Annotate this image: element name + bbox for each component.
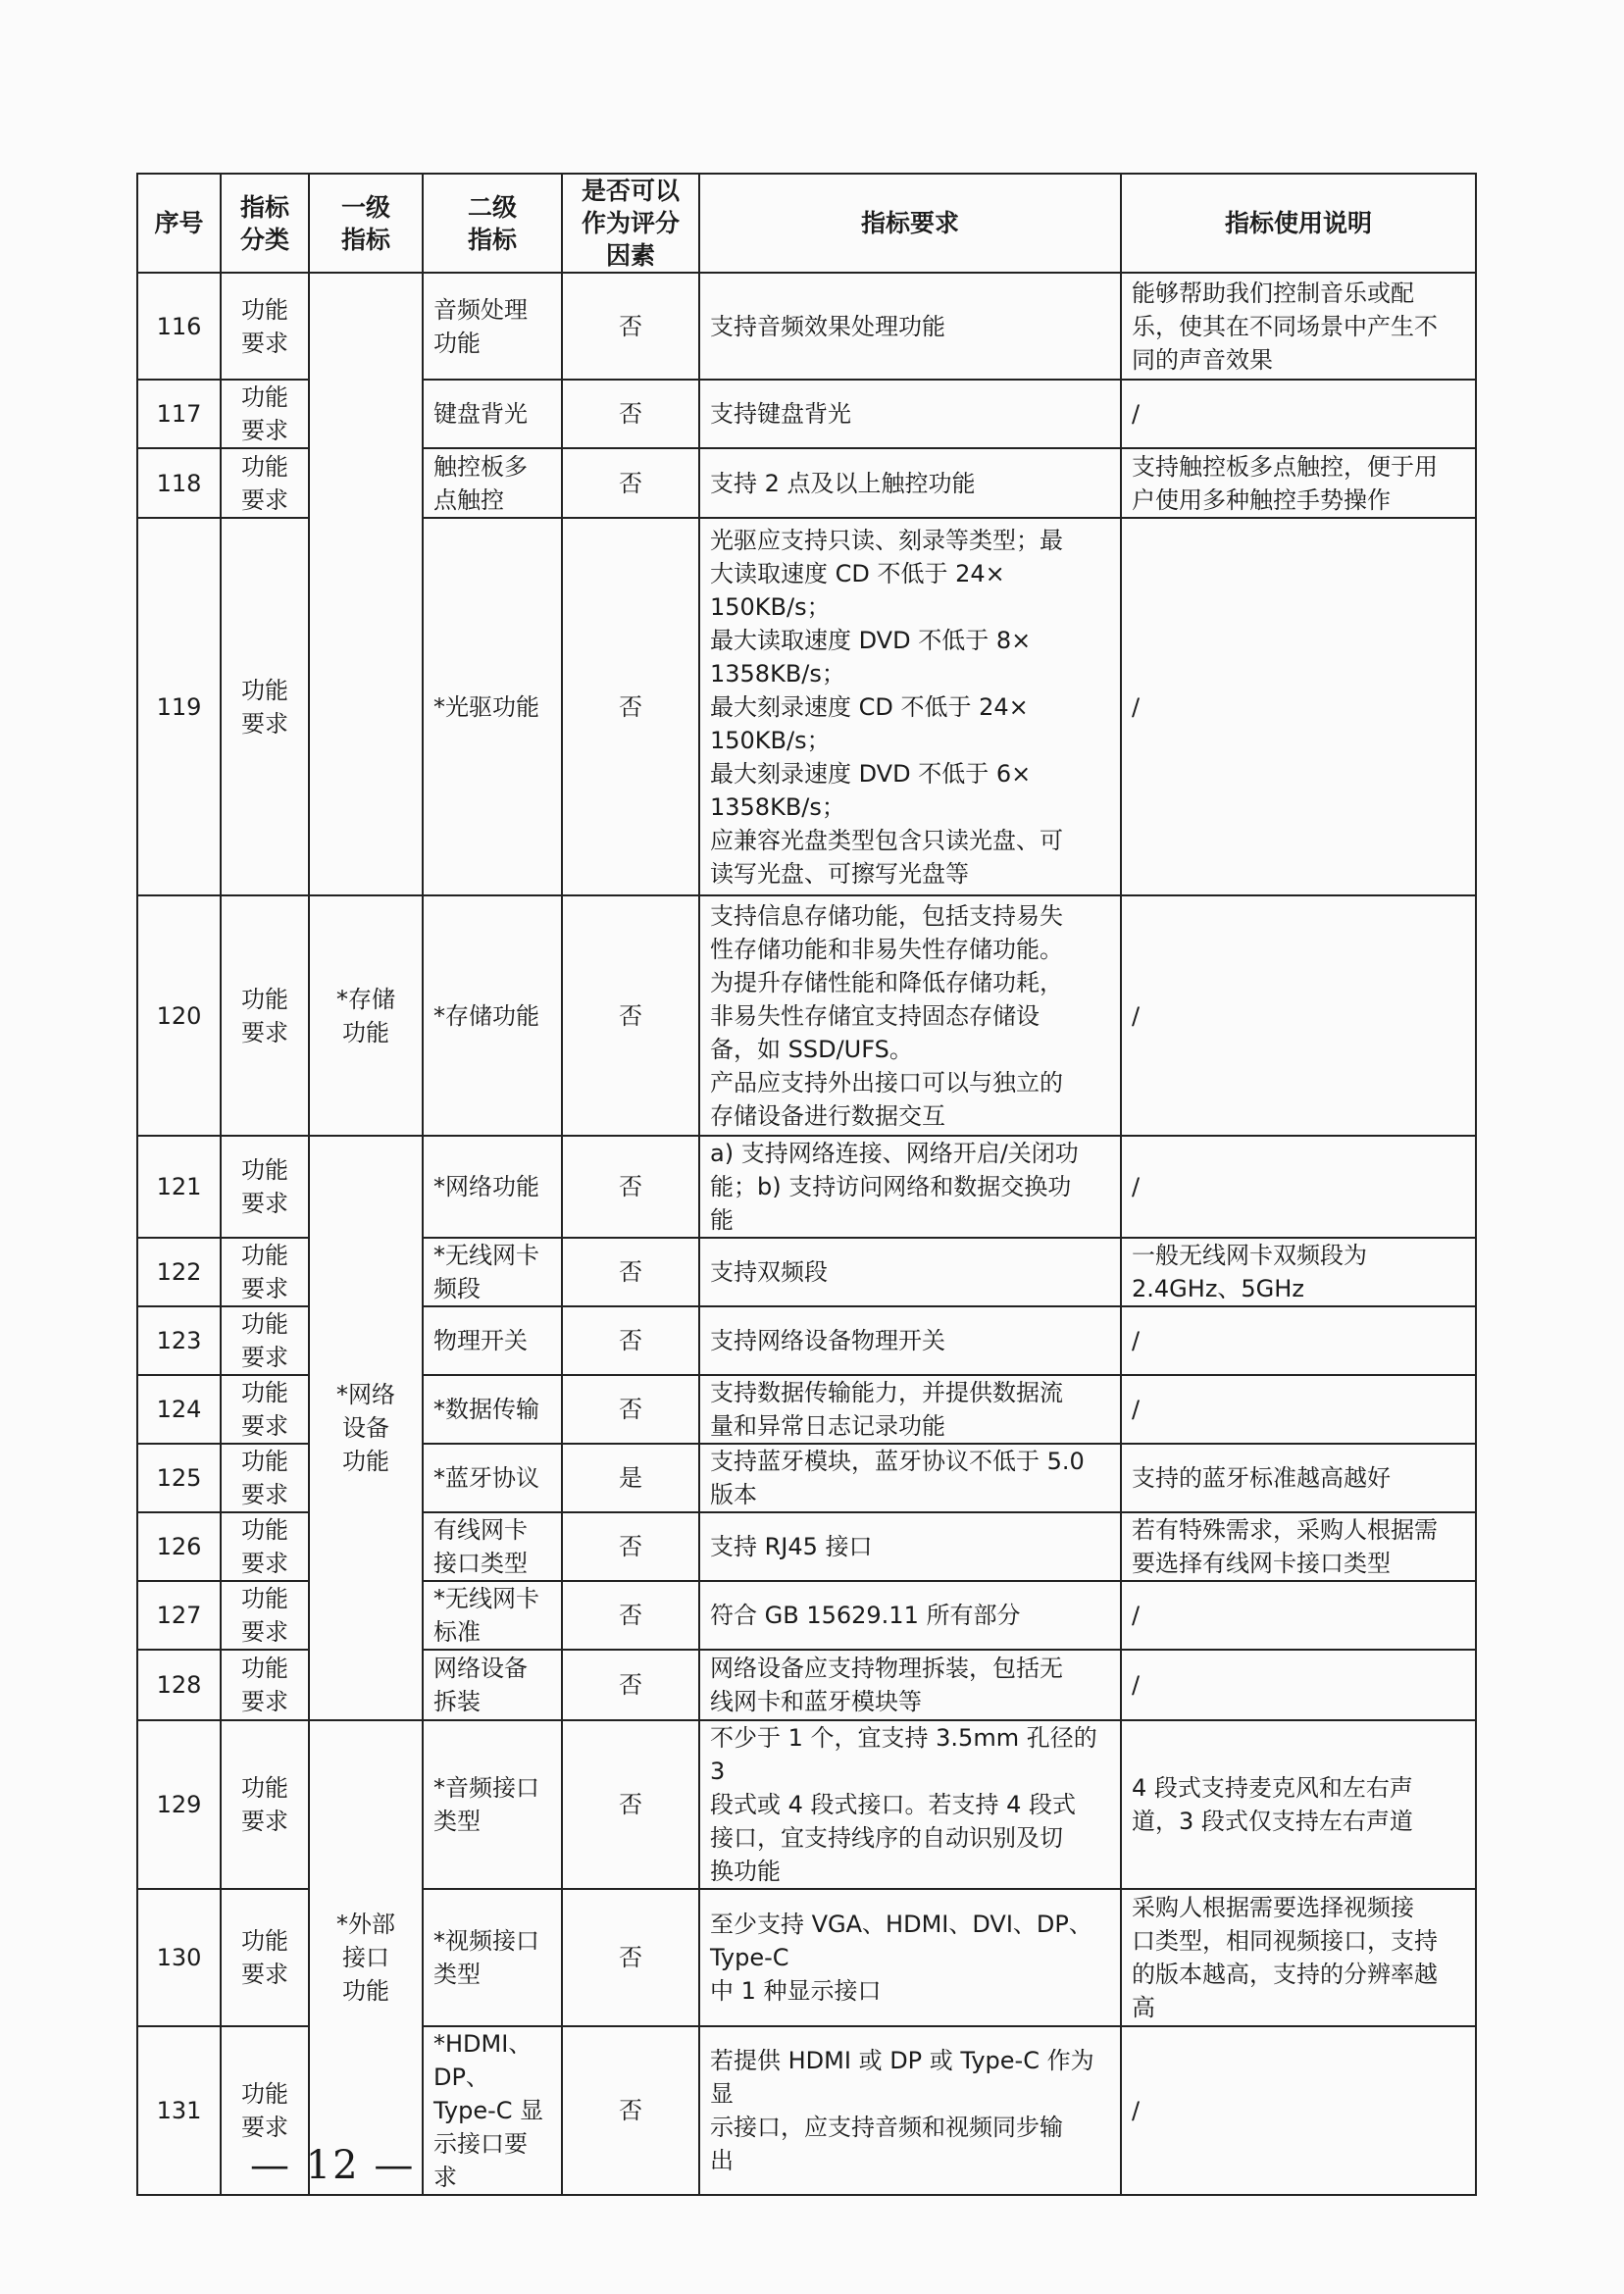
row-requirement: 支持 2 点及以上触控功能: [699, 448, 1121, 518]
row-category: 功能 要求: [221, 1238, 309, 1306]
row-seq: 129: [137, 1720, 221, 1889]
row-seq: 126: [137, 1512, 221, 1581]
row-level2: *光驱功能: [423, 518, 562, 895]
row-requirement: a) 支持网络连接、网络开启/关闭功 能；b) 支持访问网络和数据交换功 能: [699, 1136, 1121, 1238]
row-notes: 能够帮助我们控制音乐或配 乐，使其在不同场景中产生不 同的声音效果: [1121, 273, 1476, 380]
row-seq: 128: [137, 1650, 221, 1720]
table-row: [137, 1136, 1476, 1238]
row-requirement: 至少支持 VGA、HDMI、DVI、DP、Type-C 中 1 种显示接口: [699, 1889, 1121, 2026]
row-requirement: 支持数据传输能力，并提供数据流 量和异常日志记录功能: [699, 1375, 1121, 1444]
row-category: 功能 要求: [221, 1889, 309, 2026]
row-requirement: 网络设备应支持物理拆装，包括无 线网卡和蓝牙模块等: [699, 1650, 1121, 1720]
row-requirement: 支持蓝牙模块，蓝牙协议不低于 5.0 版本: [699, 1444, 1121, 1512]
row-seq: 122: [137, 1238, 221, 1306]
row-notes: /: [1121, 1375, 1476, 1444]
row-category: 功能 要求: [221, 1375, 309, 1444]
row-category: 功能 要求: [221, 273, 309, 380]
row-category: 功能 要求: [221, 1512, 309, 1581]
row-scoring: 否: [562, 273, 699, 380]
row-requirement: 支持双频段: [699, 1238, 1121, 1306]
group-external: *外部 接口 功能: [309, 1720, 423, 2195]
row-requirement: 支持 RJ45 接口: [699, 1512, 1121, 1581]
row-requirement: 支持网络设备物理开关: [699, 1306, 1121, 1375]
row-level2: *数据传输: [423, 1375, 562, 1444]
header-seq: 序号: [137, 174, 221, 273]
row-scoring: 否: [562, 1136, 699, 1238]
row-notes: /: [1121, 895, 1476, 1136]
group-storage: *存储 功能: [309, 895, 423, 1136]
row-notes: /: [1121, 1136, 1476, 1238]
row-level2: *蓝牙协议: [423, 1444, 562, 1512]
row-scoring: 否: [562, 1512, 699, 1581]
row-level2: *存储功能: [423, 895, 562, 1136]
row-category: 功能 要求: [221, 1306, 309, 1375]
row-notes: 4 段式支持麦克风和左右声 道，3 段式仅支持左右声道: [1121, 1720, 1476, 1889]
row-notes: /: [1121, 380, 1476, 448]
row-seq: 119: [137, 518, 221, 895]
row-level2: 物理开关: [423, 1306, 562, 1375]
row-level1-empty: [309, 273, 423, 895]
row-requirement: 不少于 1 个，宜支持 3.5mm 孔径的 3 段式或 4 段式接口。若支持 4 段式 接口，宜支持线序的自动识别及切 换功能: [699, 1720, 1121, 1889]
row-scoring: 是: [562, 1444, 699, 1512]
row-scoring: 否: [562, 1581, 699, 1650]
row-scoring: 否: [562, 1889, 699, 2026]
page-number: — 12 —: [250, 2143, 416, 2188]
row-scoring: 否: [562, 1306, 699, 1375]
row-requirement: 支持信息存储功能，包括支持易失 性存储功能和非易失性存储功能。 为提升存储性能和降低存储功耗， 非易失性存储宜支持固态存储设 备，如 SSD/UFS。 产品应支持外出接口可以与独立的 存储设备进行数据交互: [699, 895, 1121, 1136]
row-level2: 网络设备 拆装: [423, 1650, 562, 1720]
row-level2: 音频处理 功能: [423, 273, 562, 380]
row-notes: /: [1121, 1581, 1476, 1650]
row-scoring: 否: [562, 448, 699, 518]
row-notes: 支持触控板多点触控，便于用 户使用多种触控手势操作: [1121, 448, 1476, 518]
row-level2: *音频接口 类型: [423, 1720, 562, 1889]
row-seq: 120: [137, 895, 221, 1136]
row-notes: /: [1121, 1306, 1476, 1375]
table-header-row: [137, 174, 1476, 273]
row-scoring: 否: [562, 380, 699, 448]
row-level2: *无线网卡 频段: [423, 1238, 562, 1306]
row-notes: /: [1121, 518, 1476, 895]
row-notes: /: [1121, 1650, 1476, 1720]
row-notes: /: [1121, 2026, 1476, 2195]
row-level2: *无线网卡 标准: [423, 1581, 562, 1650]
row-seq: 131: [137, 2026, 221, 2195]
row-category: 功能 要求: [221, 1720, 309, 1889]
header-level2: 二级 指标: [423, 174, 562, 273]
row-level2: 有线网卡 接口类型: [423, 1512, 562, 1581]
row-seq: 121: [137, 1136, 221, 1238]
row-category: 功能 要求: [221, 1444, 309, 1512]
table-row: [137, 1720, 1476, 1889]
header-notes: 指标使用说明: [1121, 174, 1476, 273]
row-seq: 123: [137, 1306, 221, 1375]
row-level2: *网络功能: [423, 1136, 562, 1238]
row-seq: 118: [137, 448, 221, 518]
row-category: 功能 要求: [221, 1650, 309, 1720]
row-category: 功能 要求: [221, 1136, 309, 1238]
row-seq: 124: [137, 1375, 221, 1444]
row-category: 功能 要求: [221, 1581, 309, 1650]
table-row: [137, 895, 1476, 1136]
row-category: 功能 要求: [221, 380, 309, 448]
table-row: [137, 273, 1476, 380]
row-seq: 127: [137, 1581, 221, 1650]
row-notes: 若有特殊需求，采购人根据需 要选择有线网卡接口类型: [1121, 1512, 1476, 1581]
row-scoring: 否: [562, 518, 699, 895]
row-scoring: 否: [562, 1238, 699, 1306]
row-scoring: 否: [562, 2026, 699, 2195]
row-requirement: 支持键盘背光: [699, 380, 1121, 448]
row-category: 功能 要求: [221, 895, 309, 1136]
row-scoring: 否: [562, 1375, 699, 1444]
row-level2: *视频接口 类型: [423, 1889, 562, 2026]
row-requirement: 支持音频效果处理功能: [699, 273, 1121, 380]
row-notes: 支持的蓝牙标准越高越好: [1121, 1444, 1476, 1512]
header-category: 指标 分类: [221, 174, 309, 273]
row-seq: 116: [137, 273, 221, 380]
header-level1: 一级 指标: [309, 174, 423, 273]
header-scoring: 是否可以 作为评分 因素: [562, 174, 699, 273]
row-notes: 一般无线网卡双频段为 2.4GHz、5GHz: [1121, 1238, 1476, 1306]
row-level2: 触控板多 点触控: [423, 448, 562, 518]
row-scoring: 否: [562, 895, 699, 1136]
row-notes: 采购人根据需要选择视频接 口类型，相同视频接口，支持 的版本越高，支持的分辨率越 高: [1121, 1889, 1476, 2026]
row-seq: 130: [137, 1889, 221, 2026]
row-requirement: 若提供 HDMI 或 DP 或 Type-C 作为显 示接口，应支持音频和视频同步输 出: [699, 2026, 1121, 2195]
row-seq: 117: [137, 380, 221, 448]
row-category: 功能 要求: [221, 518, 309, 895]
row-scoring: 否: [562, 1720, 699, 1889]
spec-table: [136, 173, 1477, 2196]
row-requirement: 符合 GB 15629.11 所有部分: [699, 1581, 1121, 1650]
header-requirement: 指标要求: [699, 174, 1121, 273]
row-level2: 键盘背光: [423, 380, 562, 448]
row-category: 功能 要求: [221, 448, 309, 518]
row-seq: 125: [137, 1444, 221, 1512]
row-scoring: 否: [562, 1650, 699, 1720]
row-category: 功能 要求: [221, 2026, 309, 2195]
row-level2: *HDMI、DP、 Type-C 显 示接口要 求: [423, 2026, 562, 2195]
group-network: *网络 设备 功能: [309, 1136, 423, 1720]
row-requirement: 光驱应支持只读、刻录等类型；最 大读取速度 CD 不低于 24× 150KB/s； 最大读取速度 DVD 不低于 8× 1358KB/s； 最大刻录速度 CD 不低于 24× 150KB/s； 最大刻录速度 DVD 不低于 6× 1358KB/s； 应兼容光盘类型包含只读光盘、可 读写光盘、可擦写光盘等: [699, 518, 1121, 895]
